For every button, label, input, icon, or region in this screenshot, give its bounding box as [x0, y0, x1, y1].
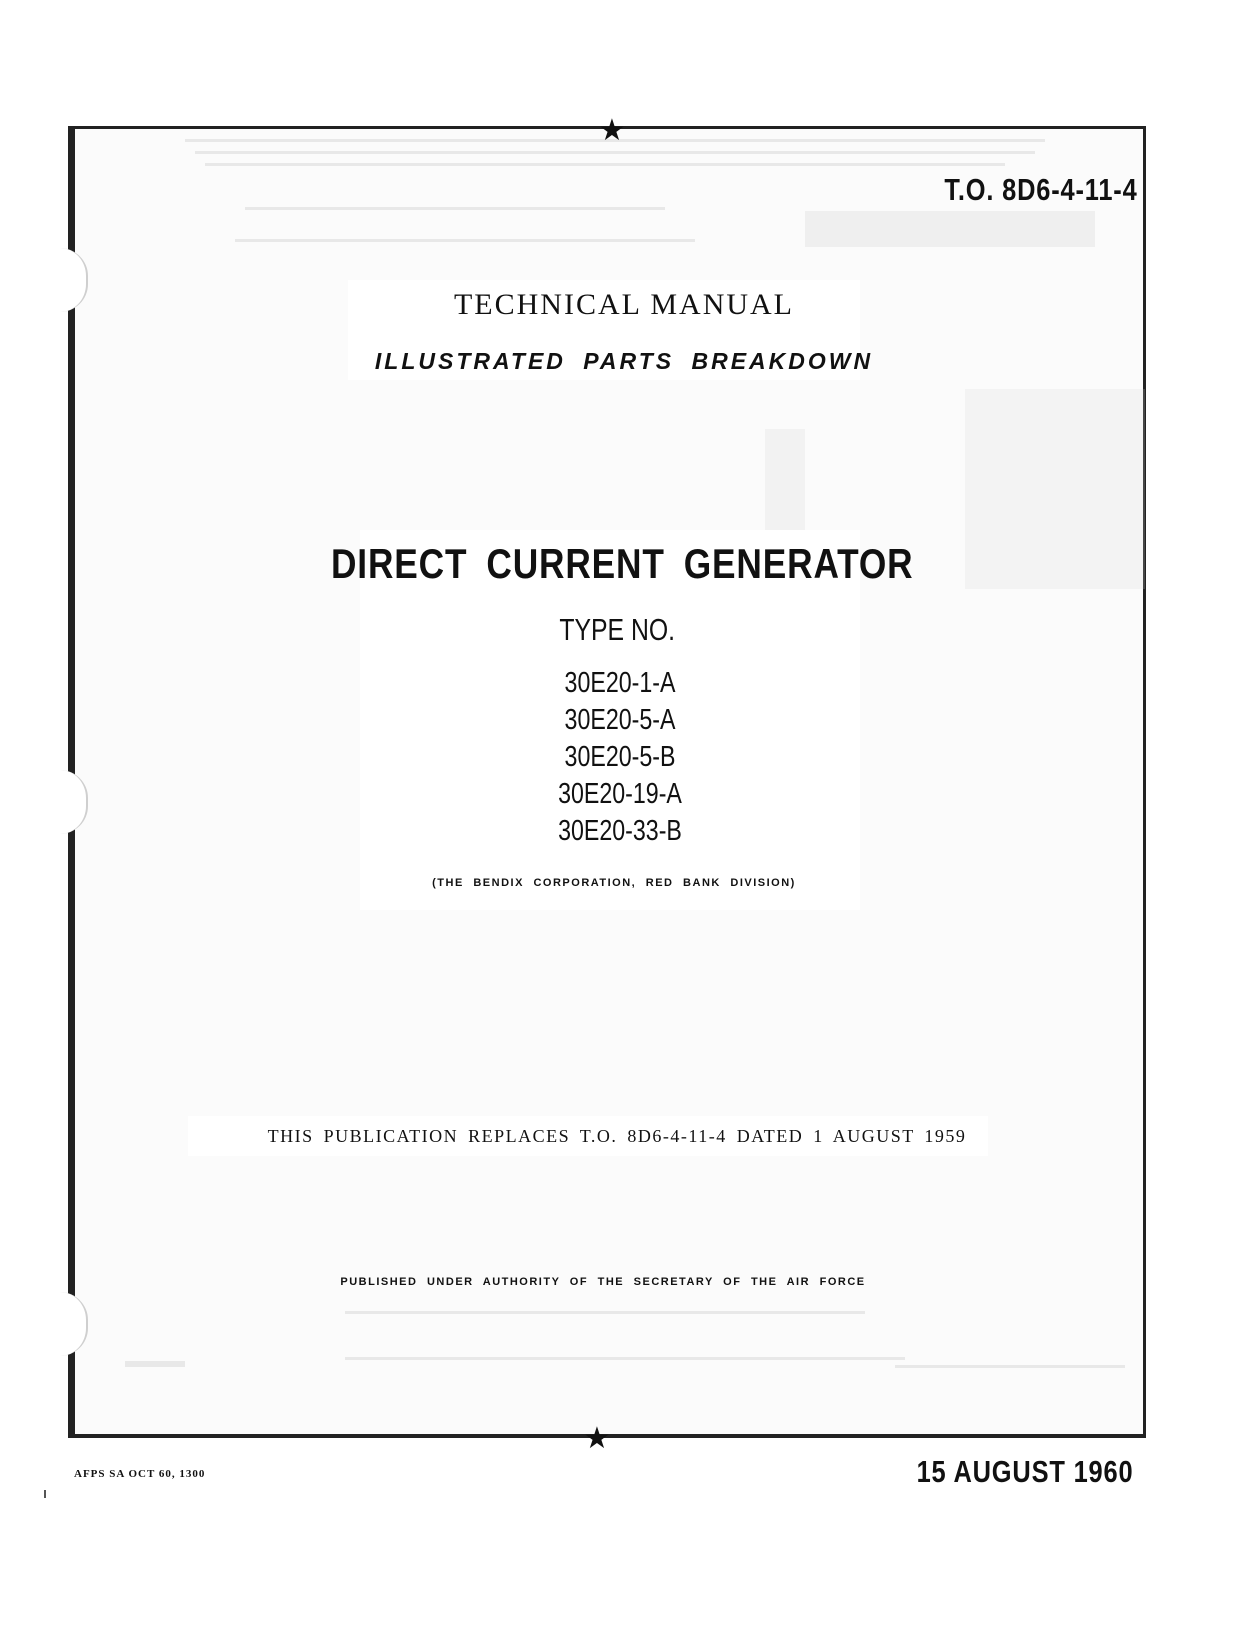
supersedes-notice: THIS PUBLICATION REPLACES T.O. 8D6-4-11-4 DATED 1 AUGUST 1959: [267, 1126, 967, 1146]
star-ornament-top: ★: [598, 113, 626, 148]
type-number-label: TYPE NO.: [559, 612, 676, 647]
type-number-item: 30E20-33-B: [558, 815, 682, 847]
type-number-item: 30E20-5-B: [564, 741, 676, 773]
technical-order-number: T.O. 8D6-4-11-4: [944, 172, 1138, 207]
manual-subtitle: ILLUSTRATED PARTS BREAKDOWN: [374, 348, 874, 374]
publication-date: 15 AUGUST 1960: [916, 1454, 1133, 1489]
manual-type-heading: TECHNICAL MANUAL: [453, 288, 795, 321]
equipment-title: DIRECT CURRENT GENERATOR: [330, 540, 914, 587]
printer-code: AFPS SA OCT 60, 1300: [74, 1468, 206, 1480]
type-number-item: 30E20-5-A: [564, 704, 676, 736]
scan-speck: [44, 1490, 46, 1498]
type-number-list: [121, 665, 1119, 850]
manufacturer-line: (THE BENDIX CORPORATION, RED BANK DIVISION): [432, 877, 796, 889]
type-number-item: 30E20-1-A: [564, 667, 676, 699]
star-ornament-bottom: ★: [583, 1421, 611, 1456]
type-number-item: 30E20-19-A: [558, 778, 682, 810]
authority-statement: PUBLISHED UNDER AUTHORITY OF THE SECRETARY OF THE AIR FORCE: [340, 1276, 866, 1288]
